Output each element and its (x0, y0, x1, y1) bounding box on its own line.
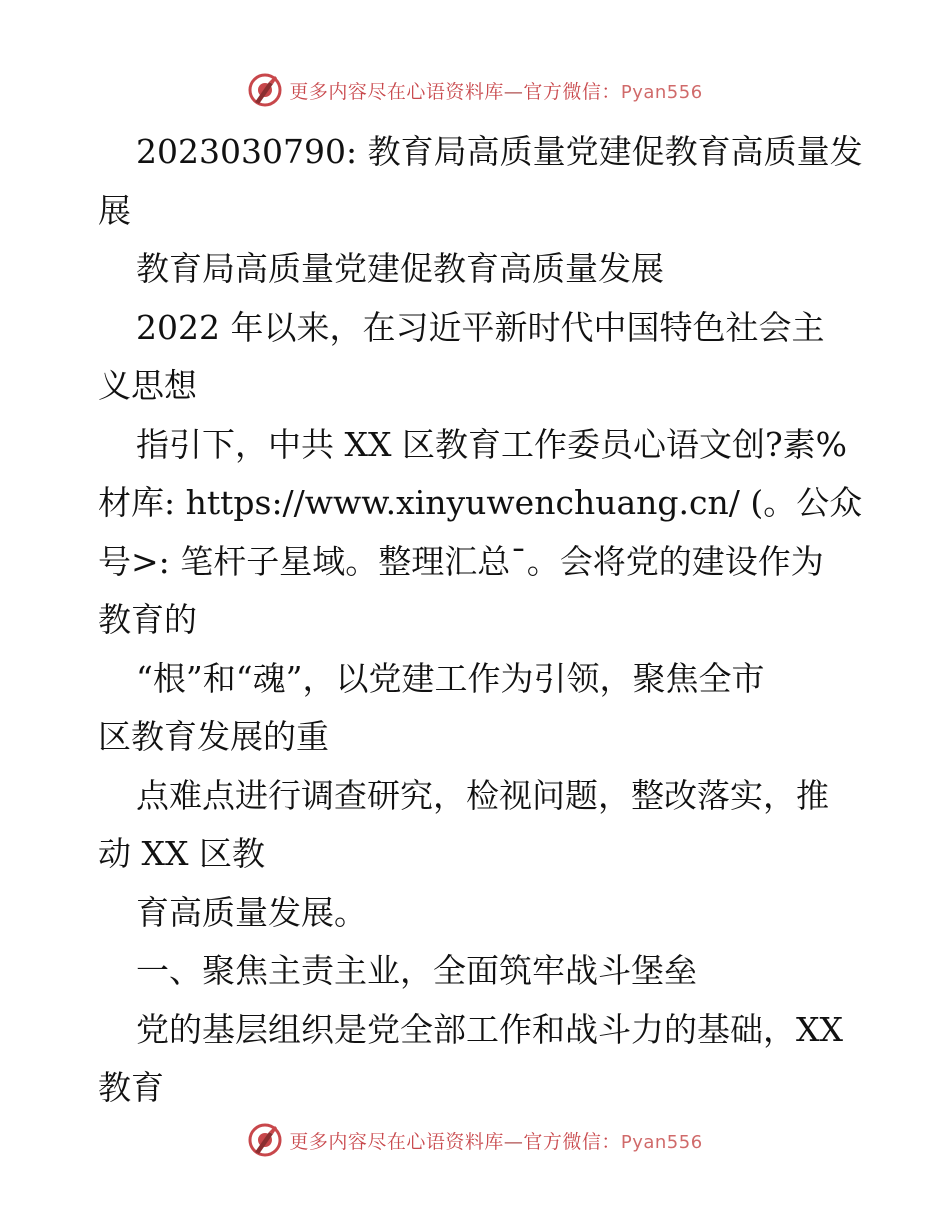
brand-logo-icon (247, 1122, 283, 1158)
brand-logo-icon (247, 72, 283, 108)
doc-line: 义思想 (98, 366, 197, 405)
doc-line: “根”和“魂”，以党建工作为引领，聚焦全市 (136, 658, 765, 698)
doc-line: 动 XX 区教 (98, 834, 265, 873)
doc-line: 点难点进行调查研究，检视问题，整改落实，推 (136, 775, 829, 815)
footer-watermark-banner (0, 1120, 950, 1160)
watermark-text: 更多内容尽在心语资料库—官方微信：Pyan556 (289, 80, 703, 103)
header-watermark-banner (0, 70, 950, 110)
doc-line: 材库: https://www.xinyuwenchuang.cn/ (。公众 (98, 483, 863, 522)
doc-line-section-heading: 一、聚焦主责主业，全面筑牢战斗堡垒 (136, 951, 697, 990)
doc-line: 号>: 笔杆子星域。整理汇总¯。会将党的建设作为 (98, 541, 824, 581)
doc-line: 2022 年以来，在习近平新时代中国特色社会主 (136, 307, 825, 347)
doc-line: 展 (98, 190, 131, 230)
doc-line-title: 2023030790: 教育局高质量党建促教育高质量发 (136, 132, 863, 171)
document-body (98, 123, 863, 1118)
doc-line: 指引下，中共 XX 区教育工作委员心语文创?素% (136, 424, 848, 464)
watermark-text: 更多内容尽在心语资料库—官方微信：Pyan556 (289, 1130, 703, 1153)
doc-line: 教育 (98, 1068, 164, 1107)
doc-line: 区教育发展的重 (98, 717, 329, 756)
doc-line-subtitle: 教育局高质量党建促教育高质量发展 (136, 249, 664, 288)
doc-line: 育高质量发展。 (136, 892, 367, 932)
doc-line: 教育的 (98, 600, 197, 639)
doc-line: 党的基层组织是党全部工作和战斗力的基础，XX (136, 1009, 843, 1049)
